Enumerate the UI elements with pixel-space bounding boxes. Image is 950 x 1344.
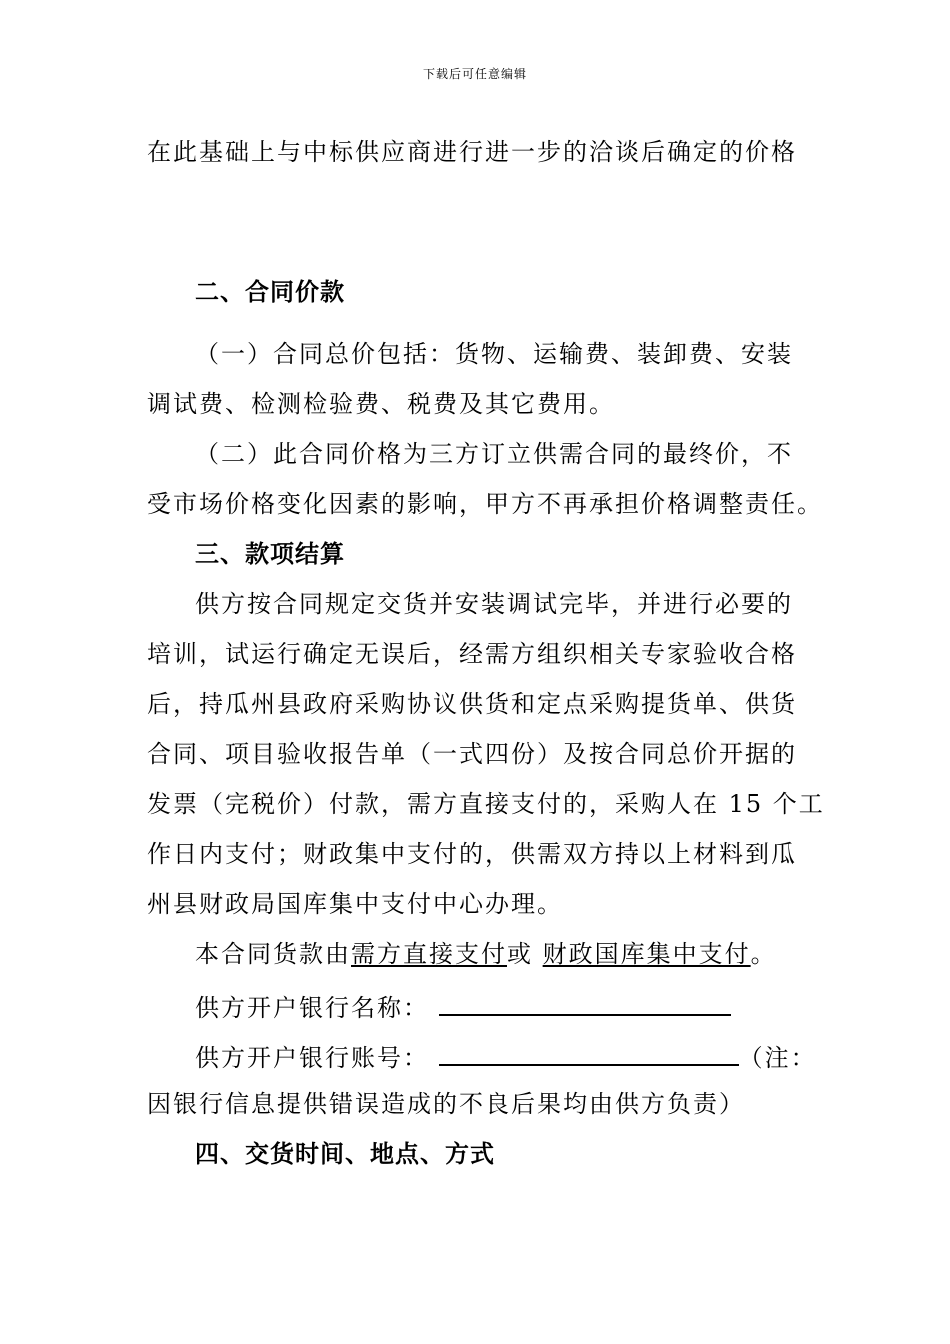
section-3-line: 合同、项目验收报告单（一式四份）及按合同总价开据的 [147, 740, 797, 768]
payment-option-treasury: 财政国库集中支付 [542, 940, 751, 968]
section-3-line: 供方按合同规定交货并安装调试完毕，并进行必要的 [195, 590, 793, 618]
section-3-line: 后，持瓜州县政府采购协议供货和定点采购提货单、供货 [147, 690, 797, 718]
payment-method-line [195, 938, 777, 970]
bank-account-line [195, 1038, 817, 1074]
section-3-line: 发票（完税价）付款，需方直接支付的，采购人在 15 个工 [147, 790, 825, 818]
intro-line: 在此基础上与中标供应商进行进一步的洽谈后确定的价格 [147, 138, 797, 166]
bank-account-blank[interactable] [439, 1038, 739, 1066]
header-note: 下载后可任意编辑 [422, 67, 527, 81]
payment-option-direct: 需方直接支付 [351, 940, 507, 968]
bank-name-blank[interactable] [439, 988, 731, 1016]
section-2-p1-line2: 调试费、检测检验费、税费及其它费用。 [147, 390, 615, 418]
section-2-p1-line1: （一）合同总价包括：货物、运输费、装卸费、安装 [195, 340, 793, 368]
bank-note-part1: （注： [738, 1044, 817, 1072]
payment-or: 或 [507, 940, 533, 968]
section-3-heading: 三、款项结算 [195, 540, 345, 568]
section-2-p2-line2: 受市场价格变化因素的影响，甲方不再承担价格调整责任。 [147, 490, 823, 518]
bank-note-line: 因银行信息提供错误造成的不良后果均由供方负责） [147, 1090, 745, 1118]
payment-suffix: 。 [750, 940, 777, 968]
bank-name-line [195, 988, 731, 1024]
section-3-line: 作日内支付；财政集中支付的，供需双方持以上材料到瓜 [147, 840, 797, 868]
section-3-line: 培训，试运行确定无误后，经需方组织相关专家验收合格 [147, 640, 797, 668]
payment-prefix: 本合同货款由 [195, 940, 351, 968]
section-4-heading: 四、交货时间、地点、方式 [195, 1140, 495, 1168]
bank-account-label: 供方开户银行账号： [195, 1044, 429, 1072]
section-3-line: 州县财政局国库集中支付中心办理。 [147, 890, 563, 918]
section-2-p2-line1: （二）此合同价格为三方订立供需合同的最终价，不 [195, 440, 793, 468]
section-2-heading: 二、合同价款 [195, 278, 345, 306]
bank-name-label: 供方开户银行名称： [195, 994, 429, 1022]
